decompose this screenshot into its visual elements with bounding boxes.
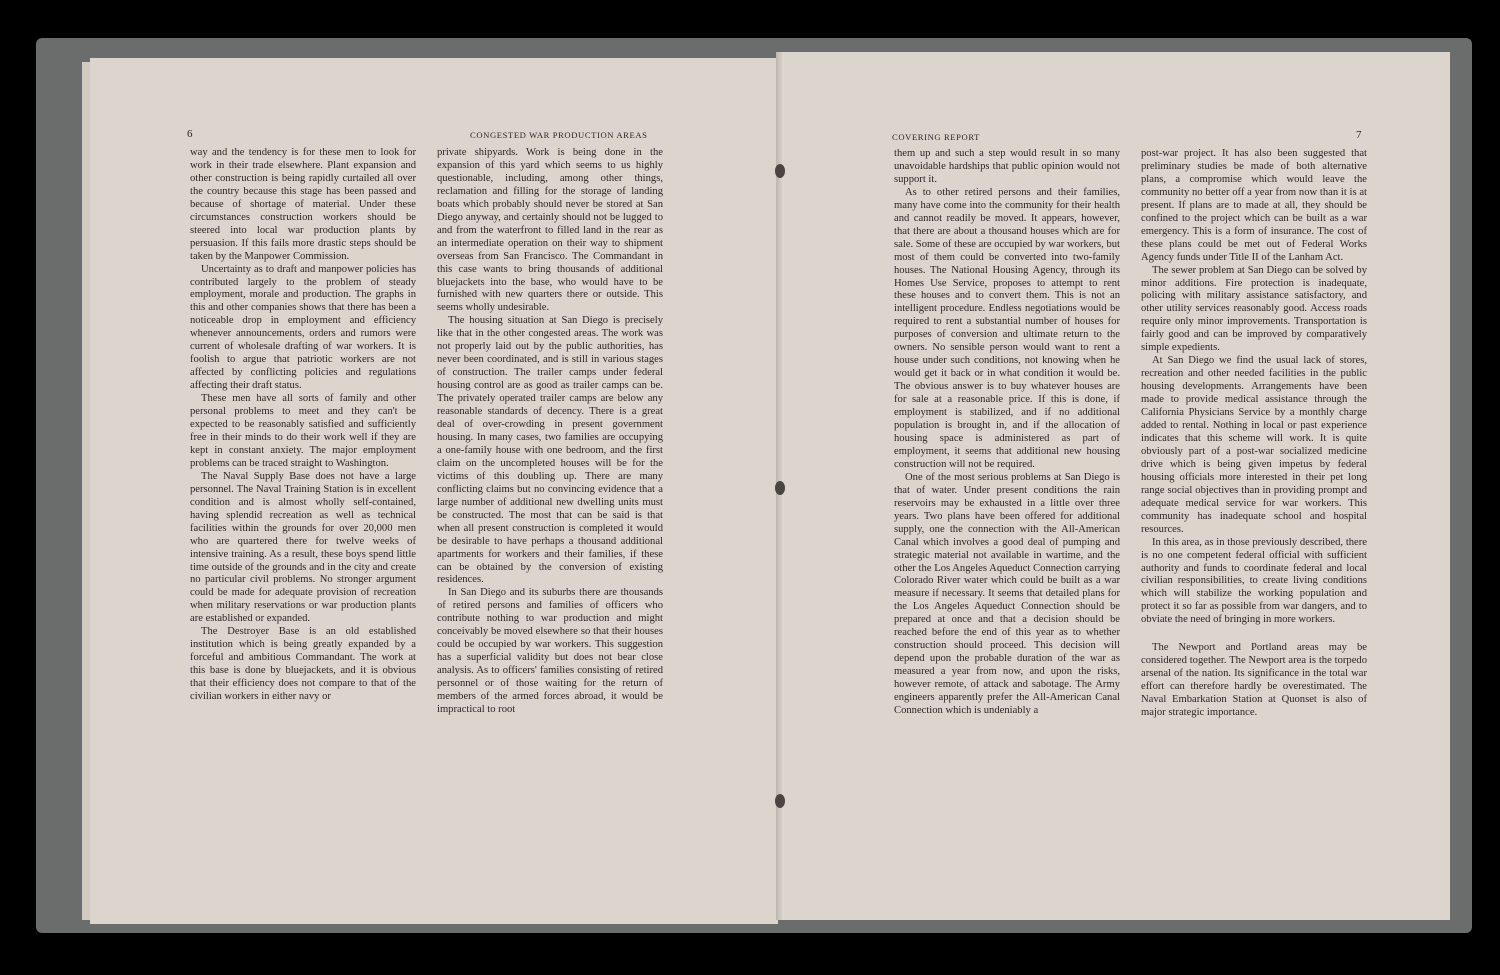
paragraph: One of the most serious problems at San Diego is that of water. Under present conditions the rain reservoirs may be exhausted in a little over three years. Two plans have been offered for additional supply, one the connection with the All-American Canal which involves a good deal of pumping and strategic material not available in wartime, and the other the Los Angeles Aqueduct Connection carrying Colorado River water which could be built as a war measure if necessary. It seems that detailed plans for the Los Angeles Aqueduct Connection should be prepared at once and that a decision should be reached before the end of this year as to whether construction should proceed. This decision will depend upon the probable duration of the war as measured a year from now, and upon the risks, however remote, of attack and sabotage. The Army engineers apparently prefer the All-American Canal Connection which is undeniably a: [894, 471, 1120, 716]
paragraph: way and the tendency is for these men to look for work in their trade elsewhere. Plant expansion and other construction is being rapidly curtailed all over the country because this stage has been passed and because of shortage of material. Under these circumstances construction workers should be steered into local war production plants by persuasion. If this fails more drastic steps should be taken by the Manpower Commission.: [190, 147, 416, 262]
paragraph: post-war project. It has also been suggested that preliminary studies be made of both alternative plans, a compromise which would leave the community no better off a year from now than it is at present. If plans are to made at all, they should be confined to the project which can be built as a war emergency. This is a form of insurance. The cost of these plans could be met out of Federal Works Agency funds under Title II of the Lanham Act.: [1141, 148, 1367, 263]
paragraph: In this area, as in those previously described, there is no one competent federal official with sufficient authority and funds to coordinate federal and local civilian responsibilities, to create living conditions which will stabilize the working population and protect it so far as possible from war dangers, and to obviate the need of bringing in more workers.: [1141, 536, 1367, 626]
binding-hole: [775, 794, 785, 808]
left-page-column-2: [437, 147, 663, 717]
paragraph: The Naval Supply Base does not have a large personnel. The Naval Training Station is in excellent condition and is almost wholly self-contained, having splendid recreation as well as technical facilities within the grounds for over 20,000 men who are quartered there for twelve weeks of intensive training. As a result, these boys spend little time outside of the grounds and in the city and create no particular civil problems. No stronger argument could be made for adequate provision of recreation when military reservations or war production plants are established or expanded.: [190, 470, 416, 625]
paragraph: private shipyards. Work is being done in the expansion of this yard which seems to us highly questionable, including, among other things, reclamation and filling for the storage of landing boats which probably should never be stored at San Diego anyway, and certainly should not be lugged to and from the waterfront to filled land in the rear as an intermediate operation on their way to shipment overseas from San Francisco. The Commandant in this case wants to bring thousands of additional bluejackets into the base, who would have to be furnished with new quarters there or outside. This seems wholly undesirable.: [437, 147, 663, 314]
running-head-left: CONGESTED WAR PRODUCTION AREAS: [470, 130, 648, 140]
paragraph: The sewer problem at San Diego can be solved by minor additions. Fire protection is inadequate, policing with military assistance satisfactory, and other utility services reasonably good. Access roads require only minor improvements. Transportation is fairly good and can be improved by comparatively simple expedients.: [1141, 264, 1367, 354]
paragraph: The Destroyer Base is an old established institution which is being greatly expanded by a forceful and ambitious Commandant. The work at this base is done by bluejackets, and it is obvious that their efficiency does not compare to that of the civilian workers in either navy or: [190, 626, 416, 703]
left-page-column-1: [190, 147, 416, 704]
right-page-column-2: [1141, 148, 1367, 720]
page-number-left: 6: [187, 128, 193, 140]
page-number-right: 7: [1356, 129, 1362, 141]
paragraph: As to other retired persons and their families, many have come into the community for their health and cannot readily be moved. It appears, however, that there are about a thousand houses which are for sale. Some of these are occupied by war workers, but most of them could be converted into two-family houses. The National Housing Agency, through its Homes Use Service, proposes to attempt to rent these houses and to convert them. This is not an intelligent procedure. Endless negotiations would be required to rent a substantial number of houses for purposes of conversion and ultimate return to the owners. No sensible person would want to rent a house under such conditions, not knowing when he would get it back or in what condition it would be. The obvious answer is to buy whatever houses are for sale at a reasonable price. If this is done, if employment is stabilized, and if no additional population is brought in, and if the allocation of housing space is administered as part of employment, it seems that additional new housing construction will not be required.: [894, 186, 1120, 470]
paragraph: them up and such a step would result in so many unavoidable hardships that public opinion would not support it.: [894, 148, 1120, 185]
paragraph: Uncertainty as to draft and manpower policies has contributed largely to the problem of steady employment, morale and production. The graphs in this and other companies shows that there has been a noticeable drop in employment and efficiency whenever announcements, orders and rumors were current of wholesale drafting of war workers. It is foolish to argue that patriotic workers are not affected by conflicting policies and regulations affecting their draft status.: [190, 263, 416, 392]
right-page-column-1: [894, 148, 1120, 718]
binding-hole: [775, 481, 785, 495]
running-head-right: COVERING REPORT: [892, 132, 980, 142]
paragraph: In San Diego and its suburbs there are thousands of retired persons and families of officers who contribute nothing to war production and might conceivably be moved elsewhere so that their houses could be occupied by war workers. This suggestion has a superficial validity but does not bear close analysis. As to officers' families consisting of retired personnel or of those waiting for the return of members of the armed forces abroad, it would be impractical to root: [437, 587, 663, 715]
paragraph: At San Diego we find the usual lack of stores, recreation and other needed facilities in the public housing developments. Arrangements have been made to provide medical assistance through the California Physicians Service by a monthly charge added to rental. Nothing in local or past experience indicates that this scheme will work. It is quite obviously part of a post-war socialized medicine drive which is being given impetus by federal housing officials more interested in their pet long range social objectives than in providing prompt and adequate medical service for war workers. This community has inadequate school and hospital resources.: [1141, 355, 1367, 535]
paragraph: These men have all sorts of family and other personal problems to meet and they can't be expected to be reasonably satisfied and sufficiently free in their minds to do their work well if they are kept in constant anxiety. The major employment problems can be traced straight to Washington.: [190, 393, 416, 469]
binding-hole: [775, 164, 785, 178]
paragraph: The housing situation at San Diego is precisely like that in the other congested areas. The work was not properly laid out by the public authorities, has never been coordinated, and is still in various stages of construction. The trailer camps under federal housing control are as good as trailer camps can be. The privately operated trailer camps are below any reasonable standards of decency. There is a great deal of over-crowding in present government housing. In many cases, two families are occupying a one-family house with one bedroom, and the first claim on the uncompleted houses will be for the victims of this doubling up. There are many conflicting claims but no convincing evidence that a large number of additional new dwelling units must be constructed. The most that can be said is that when all present construction is completed it would be desirable to have perhaps a thousand additional apartments for workers and their families, if these can be obtained by the conversion of existing residences.: [437, 315, 663, 586]
paragraph: The Newport and Portland areas may be considered together. The Newport area is the torpedo arsenal of the nation. Its significance in the total war effort can therefore hardly be overestimated. The Naval Embarkation Station at Quonset is also of major strategic importance.: [1141, 642, 1367, 719]
